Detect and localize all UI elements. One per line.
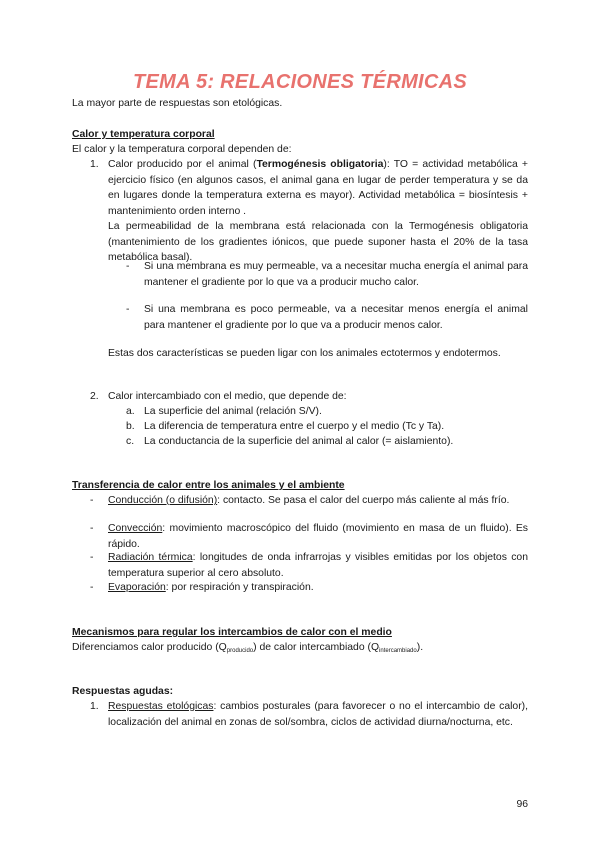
section-3-text: Diferenciamos calor producido (Qproducido) de calor intercambiado (Qintercambiado). (72, 642, 424, 654)
item-1-paragraph: Calor producido por el animal (Termogénesis obligatoria): TO = actividad metabólica + ejercicio físico (en algunos casos, el animal gana en lugar de perder temperatura y se da en lugares donde la temperatura externa es mayor). Actividad metabólica = biosíntesis + mantenimiento orden interno . (108, 159, 528, 217)
list-item: - Radiación térmica: longitudes de onda infrarrojas y visibles emitidas por los objetos con temperatura superior al cero absoluto. (90, 552, 528, 579)
list-item: - Evaporación: por respiración y transpiración. (90, 582, 314, 593)
bullet-item: - Si una membrana es poco permeable, va a necesitar menos energía el animal para mantener el gradiente por lo que va a producir menos calor. (126, 304, 528, 331)
item-number: 2. (90, 391, 99, 402)
numbered-item-1 (72, 157, 528, 266)
numbered-item-respuestas: 1. Respuestas etológicas: cambios posturales (para favorecer o no el intercambio de calor), localización del animal en zonas de sol/sombra, ciclos de actividad diurna/nocturna, etc. (90, 701, 529, 728)
section-heading-mecanismos: Mecanismos para regular los intercambios de calor con el medio (72, 627, 392, 638)
term: Convección (108, 523, 163, 534)
subscript: intercambiado (379, 648, 417, 654)
section-lead: El calor y la temperatura corporal dependen de: (72, 144, 292, 155)
term: Conducción (o difusión) (108, 495, 218, 506)
item-number: 1. (90, 159, 99, 170)
term: Radiación térmica (108, 552, 193, 563)
item-number: 1. (90, 701, 99, 712)
section-heading-transferencia: Transferencia de calor entre los animales y el ambiente (72, 480, 345, 491)
sub-item-a: a. La superficie del animal (relación S/V). (126, 406, 322, 417)
document-page (72, 0, 528, 848)
term: Evaporación (108, 582, 166, 593)
item-1-closing: Estas dos características se pueden ligar con los animales ectotermos y endotermos. (108, 348, 501, 359)
page-number: 96 (516, 799, 528, 810)
term: Respuestas etológicas (108, 701, 214, 712)
bullet-item: - Si una membrana es muy permeable, va a necesitar mucha energía el animal para mantener el gradiente por lo que va a producir mucho calor. (126, 261, 528, 288)
bold-term: Termogénesis obligatoria (256, 159, 384, 170)
list-item: - Conducción (o difusión): contacto. Se pasa el calor del cuerpo más caliente al más frío. (90, 495, 510, 506)
section-heading-calor: Calor y temperatura corporal (72, 129, 215, 140)
item-1-paragraph-2: La permeabilidad de la membrana está relacionada con la Termogénesis obligatoria (mantenimiento de los gradientes iónicos, que puede suponer hasta el 20% de la tasa metabólica basal). (108, 221, 528, 263)
numbered-item-2: 2. Calor intercambiado con el medio, que depende de: (72, 389, 528, 405)
sub-item-c: c. La conductancia de la superficie del animal al calor (= aislamiento). (126, 436, 454, 447)
section-heading-respuestas: Respuestas agudas: (72, 686, 174, 697)
sub-item-b: b. La diferencia de temperatura entre el cuerpo y el medio (Tc y Ta). (126, 421, 445, 432)
subscript: producido (226, 648, 254, 654)
page-title: TEMA 5: RELACIONES TÉRMICAS (132, 71, 468, 93)
list-item: - Convección: movimiento macroscópico del fluido (movimiento en masa de un fluido). Es rápido. (90, 523, 528, 550)
intro-text: La mayor parte de respuestas son etológicas. (72, 98, 283, 109)
